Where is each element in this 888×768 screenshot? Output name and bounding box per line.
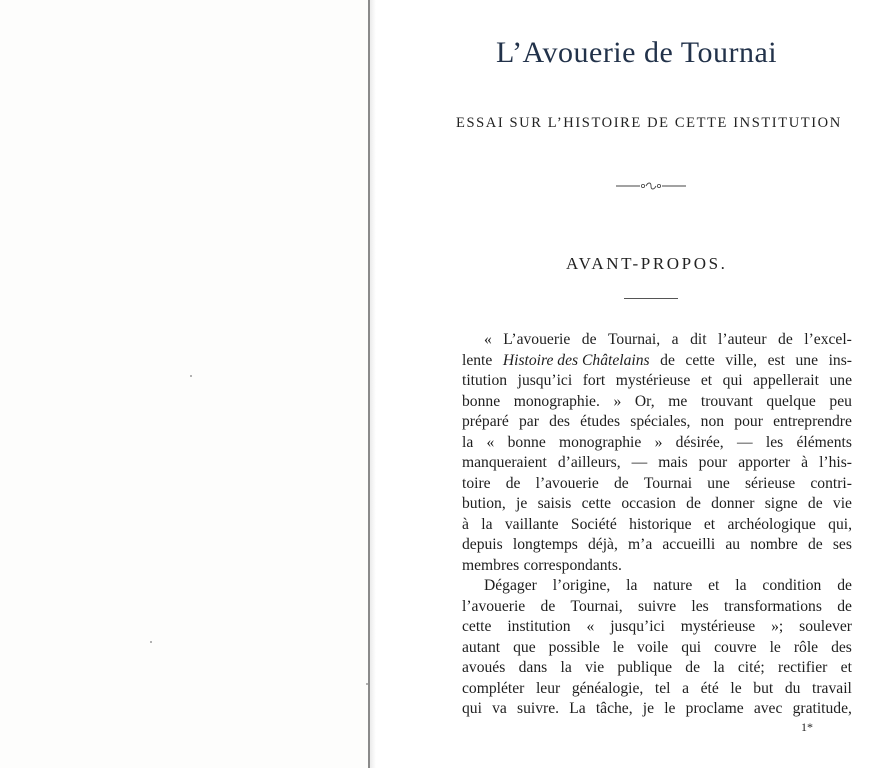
word: « — [484, 331, 492, 348]
text-line — [462, 433, 852, 454]
word: Société — [570, 515, 617, 533]
word: le — [730, 679, 742, 697]
word: cette — [685, 351, 715, 369]
word: désirée, — [675, 433, 724, 451]
word: préparé — [462, 413, 509, 430]
word: appellerait — [753, 372, 819, 389]
word: je — [642, 700, 655, 717]
word: cité; — [737, 659, 765, 676]
word: le — [612, 638, 625, 656]
word: de — [581, 331, 597, 348]
word: au — [725, 536, 741, 553]
word: lente — [462, 351, 493, 369]
word: archéologique — [727, 515, 816, 533]
text-line — [462, 576, 852, 597]
word: Or, — [634, 392, 655, 410]
text-line — [462, 597, 852, 618]
word: »; — [771, 618, 784, 635]
word: « — [486, 433, 495, 451]
word: suivre — [638, 597, 677, 615]
text-line — [462, 556, 852, 577]
word: les — [691, 597, 709, 615]
word: la — [735, 577, 747, 594]
word: « — [586, 618, 595, 635]
word: une — [707, 474, 730, 492]
word: depuis — [462, 536, 503, 553]
word: occasion — [621, 495, 676, 512]
word: couvre — [714, 638, 757, 656]
word: bution, — [462, 495, 506, 512]
word: monographie. — [513, 392, 600, 410]
word: qui — [681, 638, 702, 656]
text-line — [462, 699, 852, 720]
word: vie — [832, 495, 852, 512]
word: rectifier — [778, 659, 828, 676]
word: le — [769, 638, 781, 656]
text-line — [462, 515, 852, 536]
word: l’avouerie — [535, 474, 599, 492]
word: la — [462, 433, 474, 451]
italic-title: Histoire des Châtelains — [502, 351, 650, 369]
word: nombre — [750, 536, 798, 553]
word: bonne — [507, 433, 546, 451]
word: a — [671, 331, 679, 348]
word: proclame — [685, 700, 744, 717]
word: contri- — [810, 474, 852, 492]
word: » — [613, 392, 622, 410]
word: et — [700, 372, 713, 389]
word: l’avouerie — [462, 597, 526, 615]
word: ville, — [725, 351, 758, 369]
paper-speck — [190, 375, 192, 377]
word: accueilli — [662, 536, 716, 553]
word: va — [492, 700, 507, 717]
word: à — [801, 454, 809, 471]
word: mais — [658, 454, 688, 471]
word: Tournai, — [607, 331, 661, 348]
word: voile — [637, 638, 669, 656]
word: mystérieuse — [680, 618, 756, 635]
word: saisis — [537, 495, 572, 512]
word: suivre. — [517, 700, 560, 717]
word: historique — [629, 515, 692, 533]
word: de — [505, 474, 521, 492]
word: à — [462, 515, 469, 533]
word: La — [569, 700, 586, 717]
word: la — [481, 515, 493, 533]
word: donner — [711, 495, 755, 512]
section-heading: AVANT-PROPOS. — [566, 254, 728, 273]
word: et — [840, 659, 852, 676]
body-text — [462, 330, 852, 720]
word: tel — [654, 679, 671, 697]
word: l’origine, — [552, 577, 611, 594]
text-line — [462, 392, 852, 413]
word: de — [837, 577, 852, 594]
word: autant — [462, 638, 501, 656]
word: été — [700, 679, 719, 697]
word: de — [778, 331, 793, 348]
word: avec — [753, 700, 783, 717]
page-title: L’Avouerie de Tournai — [496, 36, 778, 69]
text-line — [462, 371, 852, 392]
word: ins- — [828, 351, 852, 369]
word: par — [518, 413, 539, 430]
word: bonne — [462, 392, 501, 410]
word: études — [580, 413, 621, 430]
word: Tournai — [643, 474, 693, 492]
word: de — [685, 659, 701, 676]
word: manqueraient — [462, 454, 547, 471]
word: ses — [832, 536, 852, 553]
word: leur — [535, 679, 561, 697]
word: cette — [581, 495, 612, 512]
word: l’excel- — [804, 331, 852, 348]
right-page — [376, 0, 888, 768]
word: rôle — [793, 638, 819, 656]
word: la — [626, 577, 638, 594]
word: l’auteur — [718, 331, 767, 348]
word: pour — [734, 413, 763, 430]
word: mystérieuse — [615, 372, 691, 389]
word: L’avouerie — [503, 331, 571, 348]
word: jusqu’ici — [610, 618, 665, 635]
word: nature — [653, 577, 693, 594]
word: Tournai, — [570, 597, 623, 615]
word: toire — [462, 474, 491, 492]
text-line — [462, 617, 852, 638]
word: membres — [462, 556, 520, 574]
word: m’a — [628, 536, 653, 553]
word: des — [549, 413, 570, 430]
word: compléter — [462, 679, 525, 697]
word: une — [829, 372, 852, 389]
word: de — [540, 597, 556, 615]
word: fort — [582, 372, 606, 389]
word: monographie — [559, 433, 642, 451]
word: titution — [462, 372, 508, 389]
word: me — [668, 392, 688, 410]
word: le — [664, 700, 676, 717]
word: qui — [462, 700, 482, 717]
word: peu — [829, 392, 852, 410]
word: une — [795, 351, 819, 369]
word: » — [654, 433, 663, 451]
word: éléments — [796, 433, 852, 451]
word: a — [682, 679, 689, 697]
word: spéciales, — [630, 413, 691, 430]
word: de — [660, 351, 675, 369]
word: apporter — [738, 454, 791, 471]
word: dans — [518, 659, 548, 676]
word: la — [560, 659, 572, 676]
word: pour — [698, 454, 728, 471]
word: trouvant — [700, 392, 753, 410]
word: soulever — [799, 618, 852, 635]
word: — — [737, 433, 753, 451]
word: de — [807, 495, 823, 512]
word: Dégager — [484, 577, 537, 594]
word: sérieuse — [744, 474, 796, 492]
text-line — [462, 679, 852, 700]
word: — — [631, 454, 648, 471]
word: de — [686, 495, 701, 512]
word: publique — [617, 659, 672, 676]
text-line — [462, 412, 852, 433]
word: dit — [690, 331, 707, 348]
text-line — [462, 494, 852, 515]
word: et — [703, 515, 716, 533]
text-line — [462, 474, 852, 495]
word: correspondants. — [523, 556, 622, 574]
word: vaillante — [504, 515, 559, 533]
word: institution — [507, 618, 571, 635]
word: quelque — [766, 392, 816, 410]
word: entreprendre — [773, 413, 852, 430]
text-line — [462, 638, 852, 659]
word: possible — [548, 638, 600, 656]
word: la — [713, 659, 725, 676]
word: de — [613, 474, 629, 492]
word: des — [831, 638, 852, 656]
word: généalogie, — [571, 679, 644, 697]
page-subtitle: ESSAI SUR L’HISTOIRE DE CETTE INSTITUTION — [456, 115, 842, 131]
word: non — [700, 413, 725, 430]
word: travail — [812, 679, 852, 697]
word: jusqu’ici — [517, 372, 573, 389]
decorative-flourish-icon — [616, 181, 686, 191]
text-line — [462, 330, 852, 351]
word: vie — [585, 659, 605, 676]
page-number: 1* — [801, 720, 813, 734]
word: transformations — [724, 597, 822, 615]
heading-rule — [624, 298, 678, 299]
word: qui, — [828, 515, 852, 533]
word: gratitude, — [792, 700, 852, 717]
word: condition — [762, 577, 822, 594]
text-line — [462, 453, 852, 474]
word: qui — [722, 372, 743, 389]
text-line — [462, 535, 852, 556]
word: signe — [764, 495, 798, 512]
word: je — [516, 495, 528, 512]
word: est — [767, 351, 785, 369]
word: les — [765, 433, 784, 451]
text-line — [462, 351, 852, 372]
word: avoués — [462, 659, 506, 676]
word: cette — [462, 618, 492, 635]
word: d’ailleurs, — [557, 454, 621, 471]
word: longtemps — [512, 536, 578, 553]
word: de — [807, 536, 823, 553]
word: du — [784, 679, 801, 697]
word: et — [708, 577, 720, 594]
word: tâche, — [595, 700, 633, 717]
text-line — [462, 658, 852, 679]
word: but — [753, 679, 774, 697]
word: que — [513, 638, 536, 656]
word: déjà, — [587, 536, 618, 553]
paper-speck — [150, 641, 152, 643]
word: de — [837, 597, 852, 615]
word: l’his- — [819, 454, 852, 471]
left-page-blank — [0, 0, 368, 768]
